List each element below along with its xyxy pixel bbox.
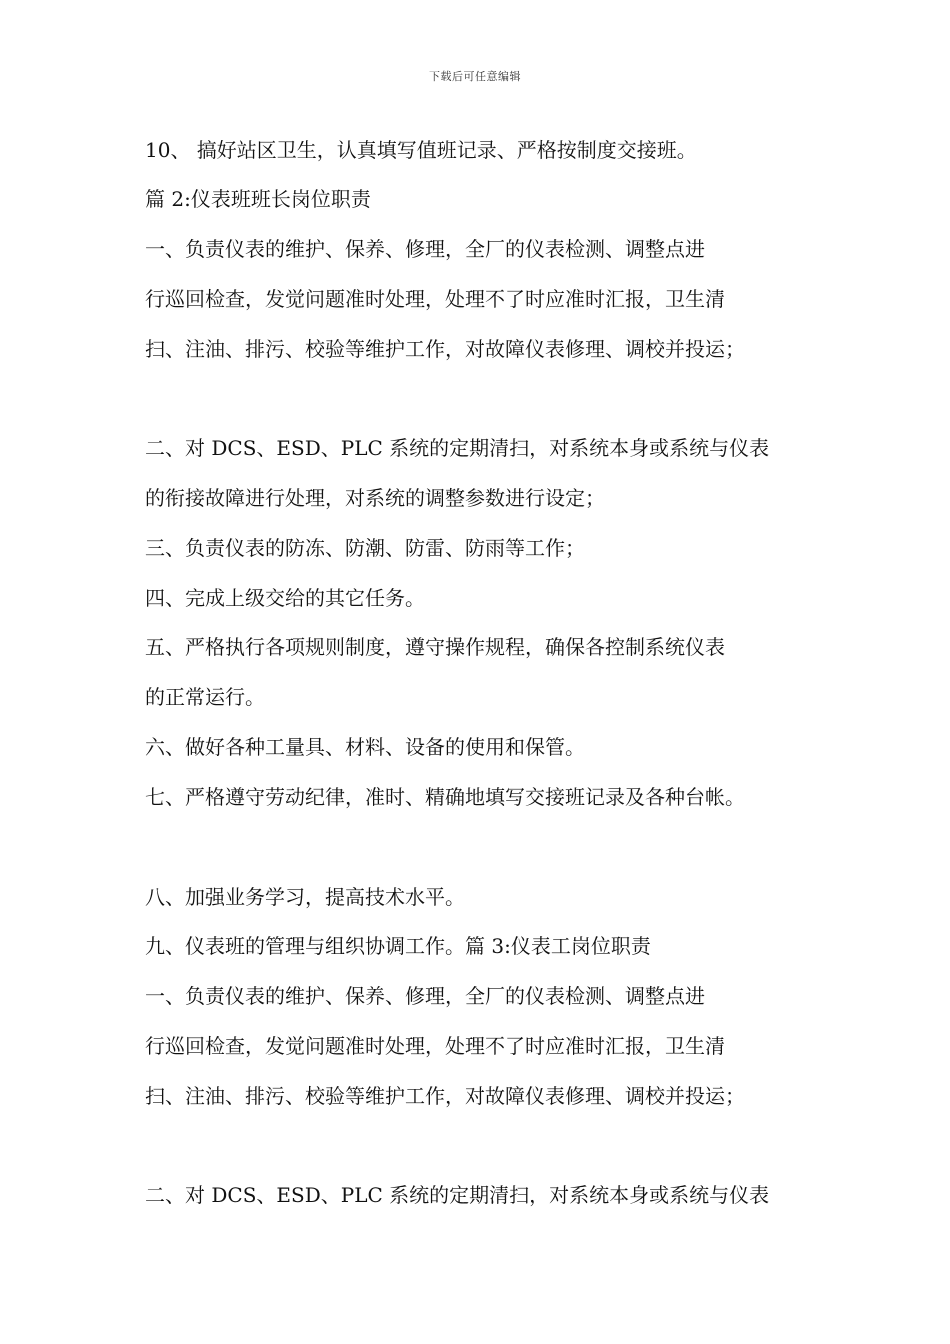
text-line: 一、负责仪表的维护、保养、修理，全厂的仪表检测、调整点进 [145, 984, 705, 1008]
text-line: 三、负责仪表的防冻、防潮、防雷、防雨等工作； [145, 536, 585, 560]
text-line: 九、仪表班的管理与组织协调工作。篇 3:仪表工岗位职责 [145, 934, 651, 958]
text-line: 的衔接故障进行处理，对系统的调整参数进行设定； [145, 486, 605, 510]
text-line: 五、严格执行各项规则制度，遵守操作规程，确保各控制系统仪表 [145, 635, 725, 659]
text-line: 行巡回检查，发觉问题准时处理，处理不了时应准时汇报，卫生清 [145, 1034, 725, 1058]
text-line: 六、做好各种工量具、材料、设备的使用和保管。 [145, 735, 585, 759]
text-line: 四、完成上级交给的其它任务。 [145, 586, 425, 610]
section-heading: 篇 2:仪表班班长岗位职责 [145, 187, 371, 211]
text-line: 扫、注油、排污、校验等维护工作，对故障仪表修理、调校并投运； [145, 337, 745, 361]
text-line: 10、 搞好站区卫生，认真填写值班记录、严格按制度交接班。 [145, 138, 697, 162]
text-line: 八、加强业务学习，提高技术水平。 [145, 885, 465, 909]
text-line: 的正常运行。 [145, 685, 265, 709]
text-line: 二、对 DCS、ESD、PLC 系统的定期清扫，对系统本身或系统与仪表 [145, 436, 770, 460]
text-line: 行巡回检查，发觉问题准时处理，处理不了时应准时汇报，卫生清 [145, 287, 725, 311]
text-line: 扫、注油、排污、校验等维护工作，对故障仪表修理、调校并投运； [145, 1084, 745, 1108]
page-header: 下载后可任意编辑 [429, 70, 521, 83]
text-line: 二、对 DCS、ESD、PLC 系统的定期清扫，对系统本身或系统与仪表 [145, 1183, 770, 1207]
text-line: 一、负责仪表的维护、保养、修理，全厂的仪表检测、调整点进 [145, 237, 705, 261]
text-line: 七、严格遵守劳动纪律，准时、精确地填写交接班记录及各种台帐。 [145, 785, 745, 809]
